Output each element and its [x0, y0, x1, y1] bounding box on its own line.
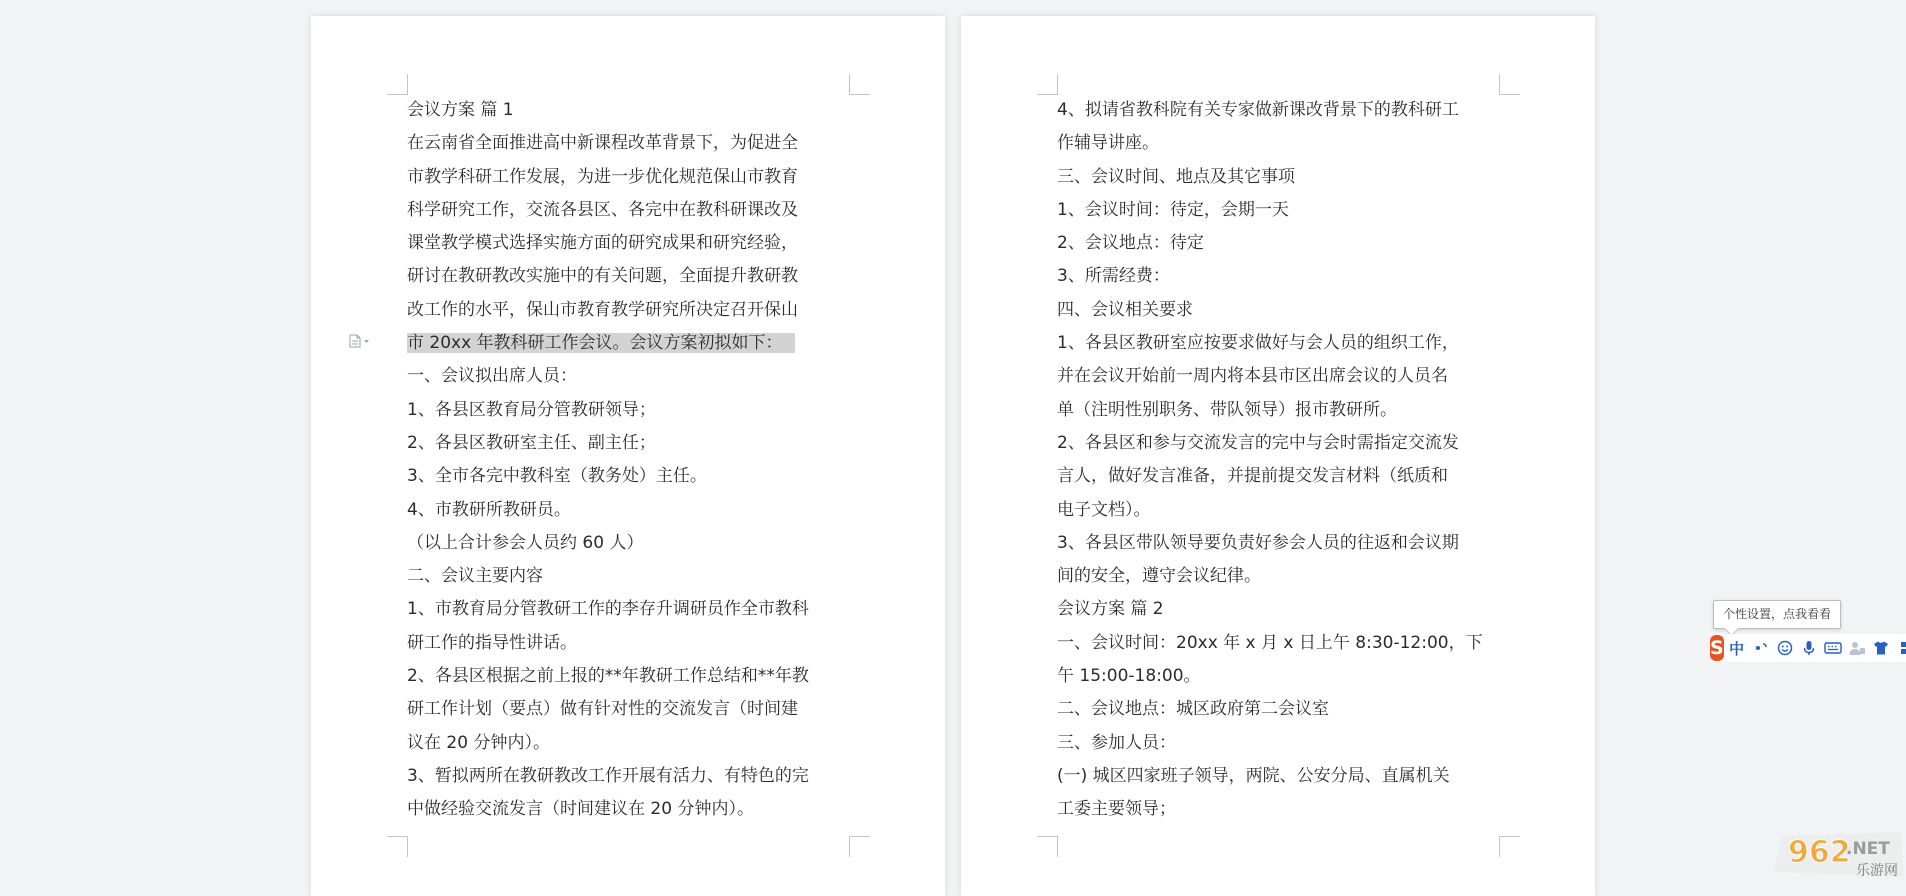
- doc-line: 1、会议时间：待定，会期一天: [1057, 199, 1289, 220]
- watermark-site-name: 乐游网: [1856, 863, 1898, 879]
- doc-line: 1、各县区教育局分管教研领导；: [407, 399, 656, 420]
- doc-line: 研工作的指导性讲话。: [407, 632, 577, 653]
- doc-line: 3、各县区带队领导要负责好参会人员的往返和会议期: [1057, 532, 1459, 553]
- doc-line: 二、会议主要内容: [407, 566, 543, 587]
- document-page-left[interactable]: [311, 16, 945, 896]
- crop-mark-top-left: [1037, 74, 1058, 95]
- doc-line: 课堂教学模式选择实施方面的研究成果和研究经验，: [407, 233, 798, 254]
- doc-line: 科学研究工作，交流各县区、各完中在教科研课改及: [407, 199, 798, 220]
- doc-line: 2、各县区教研室主任、副主任；: [407, 432, 656, 453]
- doc-heading: 会议方案 篇 2: [1057, 599, 1164, 620]
- text-selection-highlight[interactable]: 市 20xx 年教科研工作会议。会议方案初拟如下：: [407, 333, 795, 353]
- microphone-icon[interactable]: [1798, 636, 1820, 660]
- doc-line: 电子文档）。: [1057, 499, 1151, 520]
- doc-line: 1、各县区教研室应按要求做好与会人员的组织工作，: [1057, 333, 1459, 354]
- doc-line: 4、拟请省教科院有关专家做新课改背景下的教科研工: [1057, 100, 1459, 120]
- crop-mark-top-right: [1499, 74, 1520, 95]
- doc-line: 研工作计划（要点）做有针对性的交流发言（时间建: [407, 699, 798, 720]
- doc-line: 三、会议时间、地点及其它事项: [1057, 166, 1295, 187]
- doc-line: 3、所需经费：: [1057, 266, 1170, 287]
- doc-line: 3、全市各完中教科室（教务处）主任。: [407, 466, 707, 487]
- doc-line: 一、会议时间：20xx 年 x 月 x 日上午 8:30-12:00，下: [1057, 632, 1483, 653]
- doc-line: 单（注明性别职务、带队领导）报市教研所。: [1057, 399, 1397, 420]
- crop-mark-bottom-right: [1499, 836, 1520, 857]
- watermark-number: 962: [1788, 835, 1851, 870]
- user-icon[interactable]: [1846, 636, 1868, 660]
- ime-mode-toggle[interactable]: 中: [1729, 639, 1745, 658]
- page-text-right[interactable]: [1057, 94, 1517, 827]
- doc-line: 1、市教育局分管教研工作的李存升调研员作全市教科: [407, 599, 809, 620]
- doc-line: 间的安全，遵守会议纪律。: [1057, 566, 1261, 587]
- crop-mark-top-left: [387, 74, 408, 95]
- doc-line: 工委主要领导；: [1057, 799, 1176, 820]
- crop-mark-bottom-right: [849, 836, 870, 857]
- doc-heading: 会议方案 篇 1: [407, 100, 514, 120]
- doc-line: 在云南省全面推进高中新课程改革背景下，为促进全: [407, 133, 798, 154]
- paragraph-options-icon[interactable]: [349, 333, 371, 347]
- doc-line: 4、市教研所教研员。: [407, 499, 571, 520]
- doc-line: （以上合计参会人员约 60 人）: [407, 532, 644, 553]
- doc-line: 午 15:00-18:00。: [1057, 666, 1201, 687]
- doc-line: 三、参加人员：: [1057, 732, 1176, 753]
- doc-line: 3、暂拟两所在教研教改工作开展有活力、有特色的完: [407, 765, 809, 786]
- doc-line: 四、会议相关要求: [1057, 299, 1193, 320]
- doc-line: 二、会议地点：城区政府第二会议室: [1057, 699, 1329, 720]
- doc-line: 2、各县区和参与交流发言的完中与会时需指定交流发: [1057, 432, 1459, 453]
- ime-settings-tooltip: 个性设置，点我看看: [1713, 600, 1841, 629]
- doc-line: 并在会议开始前一周内将本县市区出席会议的人员名: [1057, 366, 1448, 387]
- skin-icon[interactable]: [1870, 636, 1892, 660]
- doc-line: (一) 城区四家班子领导，两院、公安分局、直属机关: [1057, 765, 1450, 786]
- doc-line: 2、各县区根据之前上报的**年教研工作总结和**年教: [407, 666, 809, 687]
- doc-line: 一、会议拟出席人员：: [407, 366, 577, 387]
- ime-logo-icon[interactable]: S: [1710, 637, 1724, 659]
- watermark-domain: .NET: [1846, 839, 1890, 859]
- keyboard-icon[interactable]: [1822, 636, 1844, 660]
- doc-line: 研讨在教研教改实施中的有关问题，全面提升教研教: [407, 266, 798, 287]
- doc-line-selected: [407, 327, 867, 360]
- doc-line: 市教学科研工作发展，为进一步优化规范保山市教育: [407, 166, 798, 187]
- page-text-left[interactable]: [407, 94, 867, 827]
- crop-mark-bottom-left: [1037, 836, 1058, 857]
- doc-line: 改工作的水平，保山市教育教学研究所决定召开保山: [407, 299, 798, 320]
- emoji-icon[interactable]: [1774, 636, 1796, 660]
- doc-line: 作辅导讲座。: [1057, 133, 1159, 154]
- ime-toolbar[interactable]: [1710, 634, 1906, 662]
- document-page-right[interactable]: [961, 16, 1595, 896]
- toolbox-icon[interactable]: [1894, 636, 1906, 660]
- doc-line: 议在 20 分钟内）。: [407, 732, 550, 753]
- doc-line: 中做经验交流发言（时间建议在 20 分钟内）。: [407, 799, 754, 820]
- doc-line: 2、会议地点：待定: [1057, 233, 1204, 254]
- crop-mark-top-right: [849, 74, 870, 95]
- site-watermark-logo: [1768, 828, 1906, 879]
- punctuation-icon[interactable]: [1750, 636, 1772, 660]
- doc-line: 言人，做好发言准备，并提前提交发言材料（纸质和: [1057, 466, 1448, 487]
- crop-mark-bottom-left: [387, 836, 408, 857]
